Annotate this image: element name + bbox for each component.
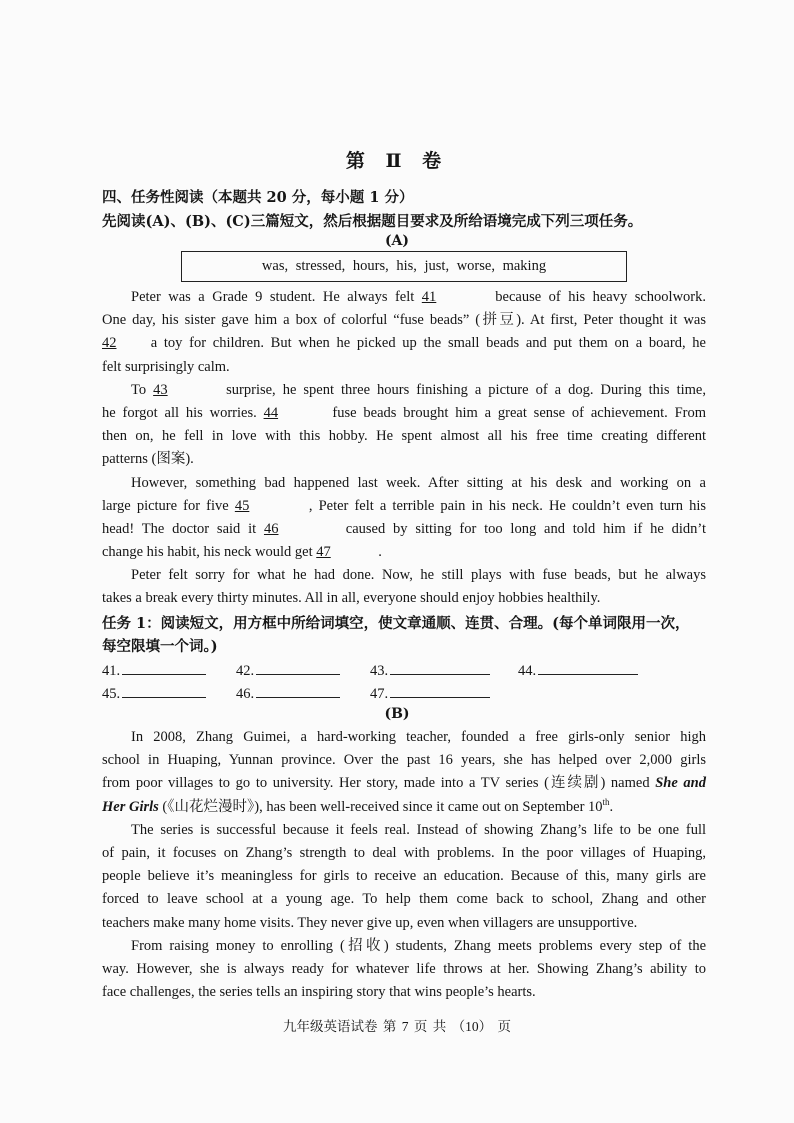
answer-43: 43.: [370, 660, 490, 680]
answer-43-line[interactable]: [390, 660, 490, 675]
text-line: 42 a toy for children. But when he picked up the small beads and put them on a board, he: [102, 332, 706, 355]
text-line: head! The doctor said it 46 caused by sitting for too long and told him if he didn’t: [102, 518, 706, 541]
page-footer: 九年级英语试卷 第 7 页 共 （10） 页: [283, 1019, 511, 1034]
text-line: of pain, it focuses on Zhang’s strength to deal with problems. In the poor villages of Huaping,: [102, 844, 706, 861]
blank-47: 47: [316, 544, 331, 561]
text-line: change his habit, his neck would get 47 .: [102, 541, 706, 564]
answer-42-line[interactable]: [256, 660, 340, 675]
word-box-words: was, stressed, hours, his, just, worse, making: [261, 258, 547, 274]
answer-47-line[interactable]: [390, 683, 490, 698]
blank-42: 42: [102, 335, 117, 352]
task1-instruction-cont: 每空限填一个词。): [102, 638, 218, 655]
text-line: then on, he fell in love with this hobby. He spent almost all his free time creating different: [102, 428, 706, 445]
text-line: However, something bad happened last week. After sitting at his desk and working on a: [131, 474, 706, 491]
text-line: from poor villages to go to university. Her story, made into a TV series (连续剧) named She and: [102, 775, 706, 792]
text-line: In 2008, Zhang Guimei, a hard-working teacher, founded a free girls-only senior high: [131, 729, 706, 745]
passage-a-label: (A): [384, 233, 410, 249]
blank-45: 45: [234, 497, 250, 514]
text-line: forced to leave school at a young age. To help them come back to school, Zhang and other: [102, 891, 706, 908]
passage-b-text: [102, 726, 706, 1004]
text-line: large picture for five 45 , Peter felt a terrible pain in his neck. He couldn’t even turn his: [102, 495, 706, 518]
task1-instruction: 任务 1：阅读短文，用方框中所给词填空，使文章通顺、连贯、合理。(每个单词限用一次，: [102, 615, 690, 632]
passage-b-label: (B): [384, 706, 410, 722]
answer-46-line[interactable]: [256, 683, 340, 698]
text-line: face challenges, the series tells an inspiring story that wins people’s hearts.: [102, 984, 536, 1001]
page-title: 第 Ⅱ 卷: [345, 150, 449, 172]
text-line: Her Girls (《山花烂漫时》), has been well-received since it came out on September 10th.: [102, 796, 614, 815]
blank-46: 46: [263, 520, 279, 537]
text-line: way. However, she is always ready for whatever life throws at her. Showing Zhang’s ability to: [102, 960, 706, 977]
blank-44: 44: [263, 404, 279, 421]
text-line: To 43 surprise, he spent three hours finishing a picture of a dog. During this time,: [102, 379, 706, 402]
answer-47: 47.: [370, 683, 490, 703]
word-box: [181, 251, 627, 282]
answer-42: 42.: [236, 660, 340, 680]
text-line: The series is successful because it feels real. Instead of showing Zhang’s life to be one full: [131, 821, 706, 838]
text-line: patterns (图案).: [102, 451, 194, 468]
answer-45: 45.: [102, 683, 206, 703]
section-heading: 四、任务性阅读（本题共 20 分，每小题 1 分）: [102, 189, 414, 206]
text-line: One day, his sister gave him a box of colorful “fuse beads” (拼豆). At first, Peter thought it was: [102, 312, 706, 329]
text-line: Peter was a Grade 9 student. He always felt 41 because of his heavy schoolwork.: [102, 286, 706, 309]
answer-45-line[interactable]: [122, 683, 206, 698]
text-line: felt surprisingly calm.: [102, 358, 230, 375]
blank-41: 41: [421, 289, 437, 305]
section-instruction: 先阅读(A)、(B)、(C)三篇短文，然后根据题目要求及所给语境完成下列三项任务。: [102, 213, 643, 230]
blank-43: 43: [153, 381, 168, 398]
text-line: he forgot all his worries. 44 fuse beads brought him a great sense of achievement. From: [102, 402, 706, 425]
passage-a-text: [102, 286, 706, 611]
answer-44-line[interactable]: [538, 660, 638, 675]
answer-46: 46.: [236, 683, 340, 703]
text-line: teachers make many home visits. They never give up, even when villagers are unsupportive.: [102, 914, 638, 931]
answer-41-line[interactable]: [122, 660, 206, 675]
answer-44: 44.: [518, 660, 638, 680]
text-line: Peter felt sorry for what he had done. Now, he still plays with fuse beads, but he always: [131, 567, 706, 584]
text-line: takes a break every thirty minutes. All in all, everyone should enjoy hobbies healthily.: [102, 590, 601, 607]
answer-41: 41.: [102, 660, 206, 680]
text-line: people believe it’s meaningless for girls to receive an education. Because of this, many girls are: [102, 868, 706, 885]
text-line: school in Huaping, Yunnan province. Over the past 16 years, she has helped over 2,000 girls: [102, 752, 706, 769]
text-line: From raising money to enrolling (招收) students, Zhang meets problems every step of the: [131, 937, 706, 954]
